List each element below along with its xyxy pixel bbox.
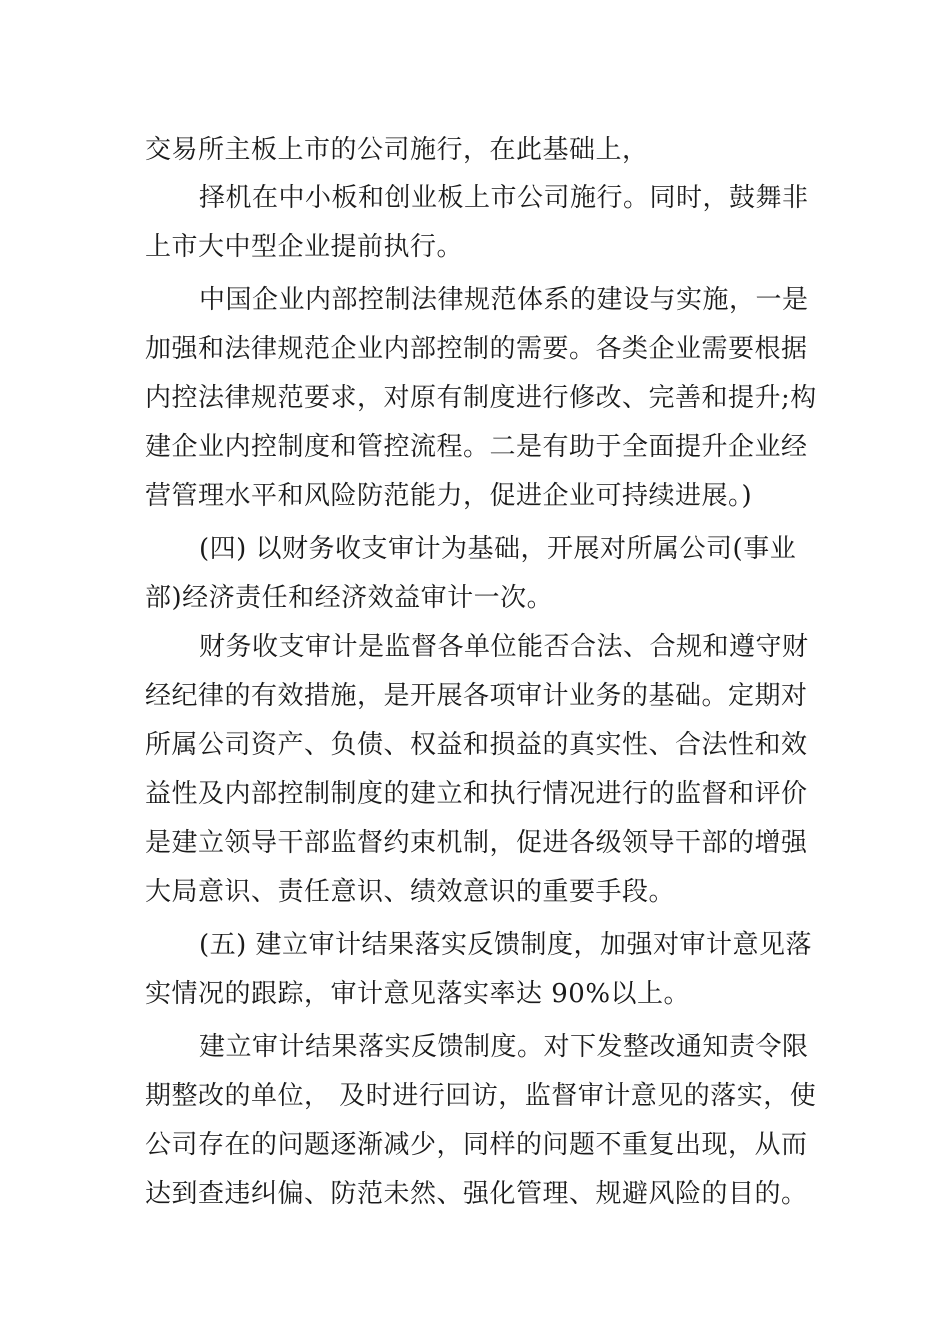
text-line: 中国企业内部控制法律规范体系的建设与实施，一是 (199, 285, 809, 315)
text-line: 建企业内控制度和管控流程。二是有助于全面提升企业经 (145, 432, 808, 462)
text-line: 交易所主板上市的公司施行，在此基础上， (145, 135, 649, 165)
text-line: 部)经济责任和经济效益审计一次。 (145, 583, 554, 613)
text-line: 上市大中型企业提前执行。 (145, 232, 464, 262)
text-line: 建立审计结果落实反馈制度。对下发整改通知责令限 (199, 1032, 809, 1062)
text-line: 经纪律的有效措施，是开展各项审计业务的基础。定期对 (145, 681, 808, 711)
text-line: 益性及内部控制制度的建立和执行情况进行的监督和评价 (145, 779, 808, 809)
text-line: 是建立领导干部监督约束机制，促进各级领导干部的增强 (145, 828, 808, 858)
text-line: 加强和法律规范企业内部控制的需要。各类企业需要根据 (145, 334, 808, 364)
text-line: 期整改的单位， 及时进行回访，监督审计意见的落实，使 (145, 1081, 817, 1111)
text-line: 所属公司资产、负债、权益和损益的真实性、合法性和效 (145, 730, 808, 760)
text-line: 内控法律规范要求，对原有制度进行修改、完善和提升;构 (145, 383, 817, 413)
text-line: (五) 建立审计结果落实反馈制度，加强对审计意见落 (199, 930, 813, 960)
text-line: 达到查违纠偏、防范未然、强化管理、规避风险的目的。 (145, 1179, 808, 1209)
text-line: 公司存在的问题逐渐减少，同样的问题不重复出现，从而 (145, 1130, 808, 1160)
text-line: 实情况的跟踪，审计意见落实率达 90%以上。 (145, 979, 691, 1009)
text-line: 择机在中小板和创业板上市公司施行。同时，鼓舞非 (199, 183, 809, 213)
text-line: 营管理水平和风险防范能力，促进企业可持续进展。) (145, 481, 753, 511)
text-line: 财务收支审计是监督各单位能否合法、合规和遵守财 (199, 632, 809, 662)
text-line: (四) 以财务收支审计为基础，开展对所属公司(事业 (199, 534, 797, 564)
text-line: 大局意识、责任意识、绩效意识的重要手段。 (145, 877, 676, 907)
